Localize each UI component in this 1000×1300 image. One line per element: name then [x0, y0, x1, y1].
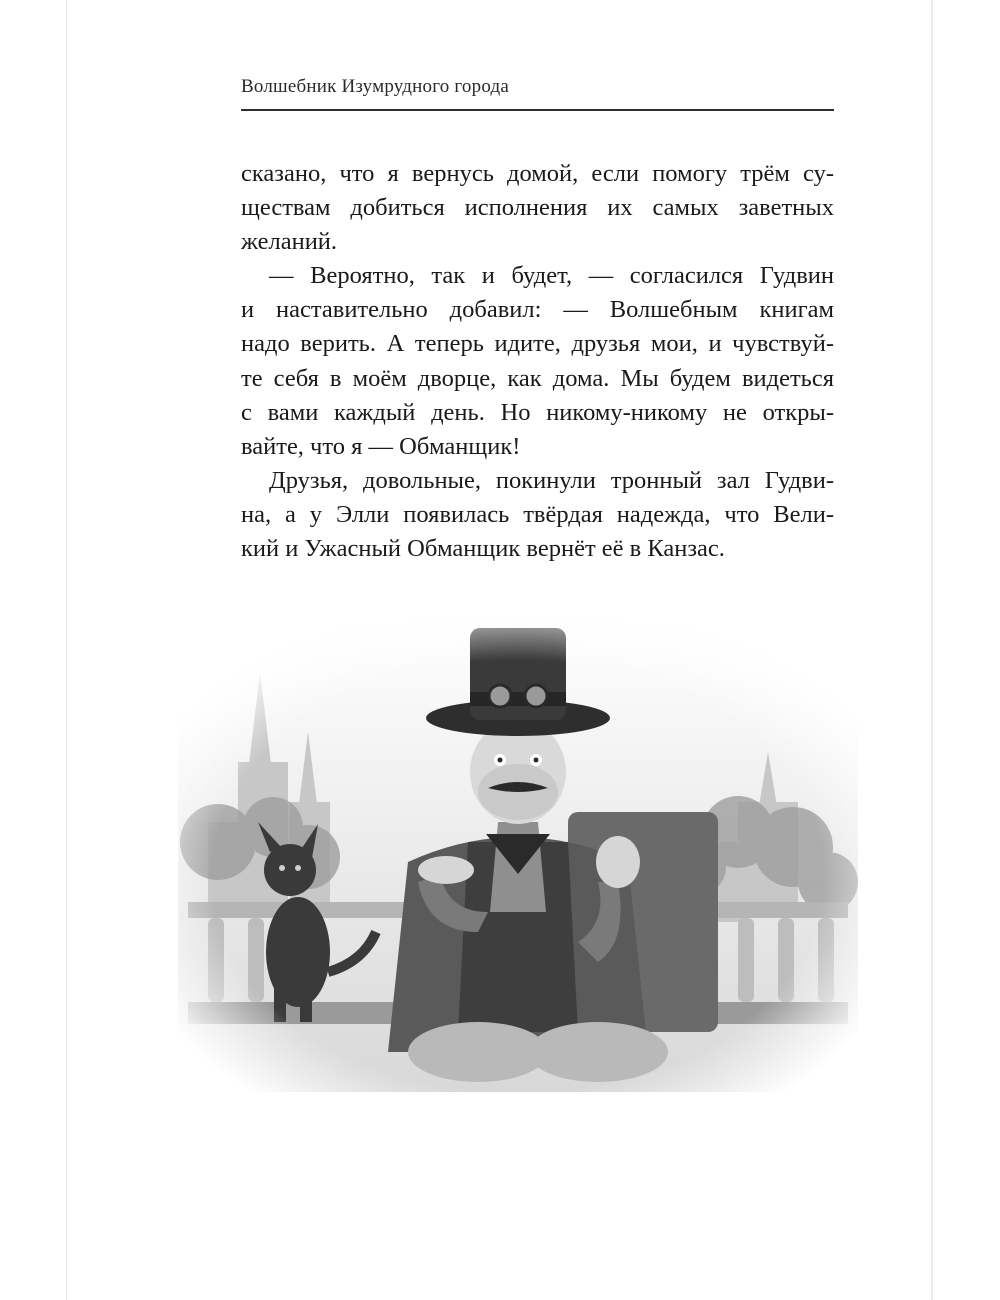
- text-line: ществам добиться исполнения их самых заветных: [241, 194, 834, 222]
- text-line: — Вероятно, так и будет, — согласился Гудвин: [269, 262, 834, 290]
- text-line: Друзья, довольные, покинули тронный зал Гудви-: [269, 466, 834, 494]
- text-line: те себя в моём дворце, как дома. Мы будем видеться: [241, 364, 834, 392]
- text-line: желаний.: [241, 228, 338, 256]
- text-line: надо верить. А теперь идите, друзья мои, и чувствуй-: [241, 330, 834, 358]
- page-right-edge: [931, 0, 933, 1300]
- text-line: с вами каждый день. Но никому-никому не откры-: [241, 398, 834, 426]
- text-line: сказано, что я вернусь домой, если помогу трём су-: [241, 160, 834, 187]
- body-text: [241, 157, 834, 566]
- running-head: Волшебник Изумрудного города: [241, 76, 509, 97]
- vignette: [178, 612, 858, 1092]
- header-rule: [241, 109, 834, 111]
- text-line: на, а у Элли появилась твёрдая надежда, что Вели-: [241, 500, 834, 528]
- illustration-goodwin-and-dog: [178, 612, 858, 1092]
- text-line: вайте, что я — Обманщик!: [241, 432, 521, 460]
- text-line: кий и Ужасный Обманщик вернёт её в Канзас.: [241, 535, 725, 563]
- illustration-svg: [178, 612, 858, 1092]
- page-left-edge: [66, 0, 67, 1300]
- text-line: и наставительно добавил: — Волшебным книгам: [241, 296, 834, 324]
